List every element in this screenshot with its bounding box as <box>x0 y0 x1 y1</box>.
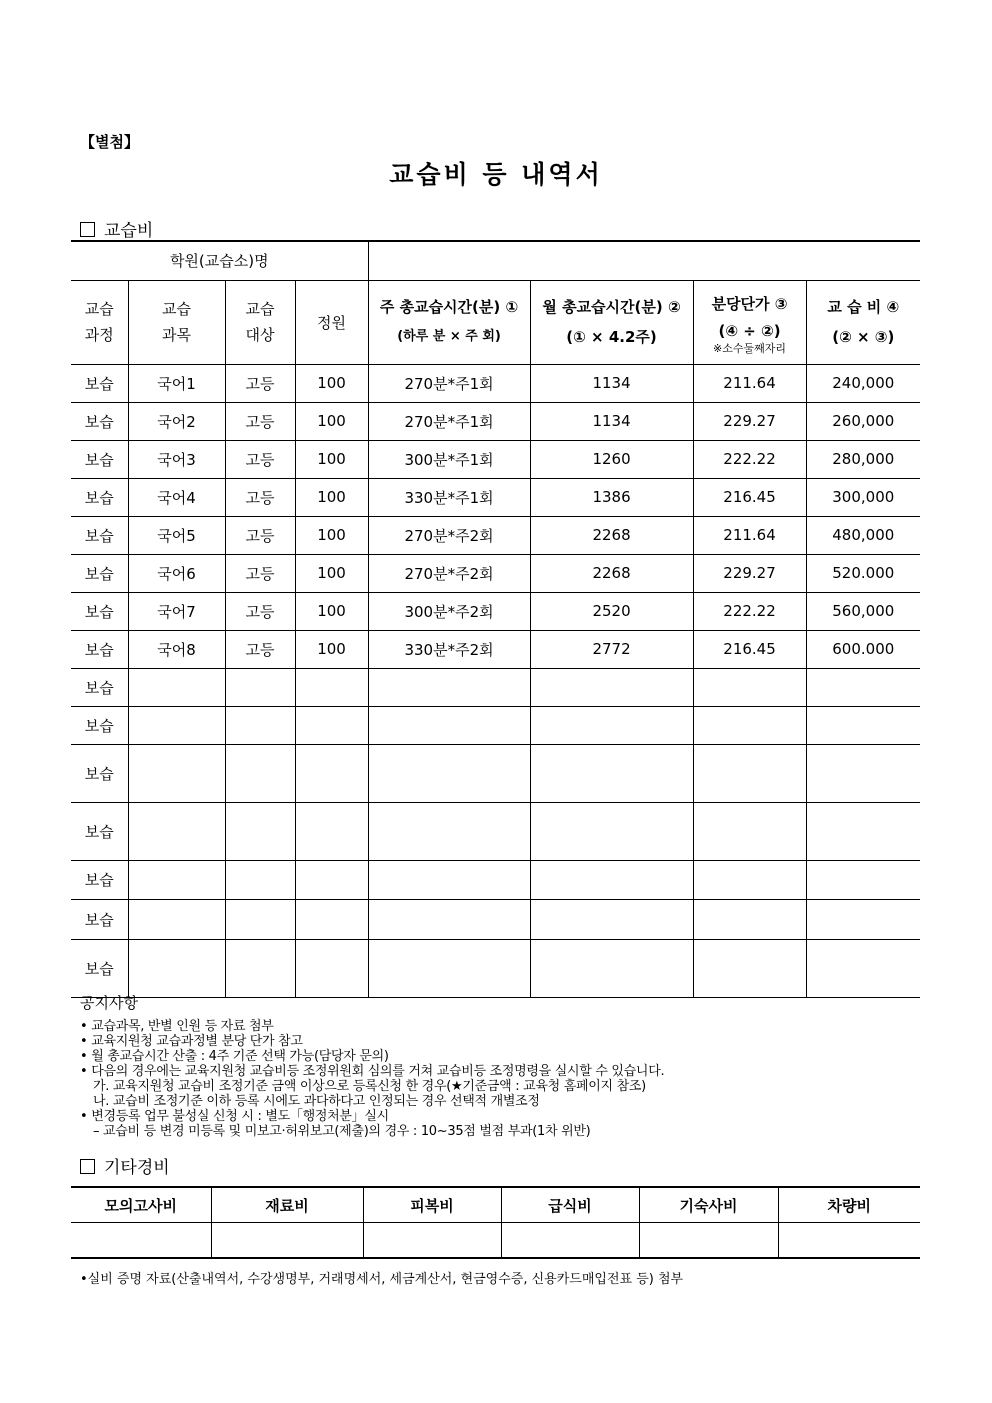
table-row <box>71 939 920 997</box>
cell-weekly[interactable]: 330분*주1회 <box>368 478 530 516</box>
cell-unit[interactable] <box>693 706 806 744</box>
other-value-cell[interactable] <box>211 1223 363 1259</box>
cell-fee[interactable]: 520.000 <box>806 554 920 592</box>
cell-capacity[interactable]: 100 <box>295 478 368 516</box>
cell-weekly[interactable]: 300분*주1회 <box>368 440 530 478</box>
section-other-heading <box>80 1153 170 1178</box>
cell-course[interactable]: 보습 <box>71 440 128 478</box>
cell-target[interactable]: 고등 <box>225 516 295 554</box>
cell-target[interactable] <box>225 706 295 744</box>
cell-subject[interactable] <box>128 802 225 860</box>
cell-capacity[interactable] <box>295 860 368 899</box>
cell-weekly[interactable] <box>368 744 530 802</box>
cell-monthly[interactable]: 1134 <box>530 402 693 440</box>
cell-fee[interactable] <box>806 744 920 802</box>
other-header-row <box>71 1187 920 1223</box>
table-row <box>71 860 920 899</box>
cell-fee[interactable]: 240,000 <box>806 364 920 402</box>
other-expenses-table <box>71 1186 920 1259</box>
cell-weekly[interactable]: 270분*주1회 <box>368 364 530 402</box>
other-header-materials: 재료비 <box>211 1187 363 1223</box>
cell-subject[interactable] <box>128 744 225 802</box>
other-header-clothing: 피복비 <box>363 1187 501 1223</box>
cell-subject[interactable]: 국어1 <box>128 364 225 402</box>
table-row <box>71 630 920 668</box>
cell-fee[interactable] <box>806 860 920 899</box>
other-value-cell[interactable] <box>501 1223 639 1259</box>
cell-unit[interactable]: 229.27 <box>693 554 806 592</box>
cell-monthly[interactable] <box>530 706 693 744</box>
other-value-row <box>71 1223 920 1259</box>
header-course: 교습 과정 <box>71 280 128 364</box>
cell-capacity[interactable] <box>295 744 368 802</box>
cell-weekly[interactable] <box>368 899 530 939</box>
cell-unit[interactable]: 216.45 <box>693 630 806 668</box>
other-value-cell[interactable] <box>71 1223 211 1259</box>
cell-monthly[interactable]: 2772 <box>530 630 693 668</box>
cell-weekly[interactable]: 270분*주1회 <box>368 402 530 440</box>
cell-target[interactable] <box>225 802 295 860</box>
cell-capacity[interactable]: 100 <box>295 440 368 478</box>
cell-course[interactable]: 보습 <box>71 478 128 516</box>
cell-monthly[interactable] <box>530 668 693 706</box>
square-bullet-icon <box>80 1159 95 1174</box>
cell-unit[interactable] <box>693 939 806 997</box>
cell-subject[interactable]: 국어3 <box>128 440 225 478</box>
section-fee-label: 교습비 <box>104 221 154 241</box>
fee-table <box>71 240 920 998</box>
notice-item: • 교습과목, 반별 인원 등 자료 첨부 <box>80 1019 274 1034</box>
header-unit-price: 분당단가 ③ (④ ÷ ②) ※소수둘째자리 <box>693 280 806 364</box>
cell-subject[interactable]: 국어7 <box>128 592 225 630</box>
footer-note: •실비 증명 자료(산출내역서, 수강생명부, 거래명세서, 세금계산서, 현금영수증, 신용카드매입전표 등) 첨부 <box>80 1272 684 1287</box>
cell-course[interactable]: 보습 <box>71 402 128 440</box>
cell-course[interactable]: 보습 <box>71 802 128 860</box>
other-header-vehicle: 차량비 <box>778 1187 920 1223</box>
cell-monthly[interactable] <box>530 860 693 899</box>
cell-weekly[interactable] <box>368 802 530 860</box>
academy-name-label: 학원(교습소)명 <box>71 241 368 280</box>
cell-unit[interactable]: 222.22 <box>693 592 806 630</box>
cell-weekly[interactable]: 300분*주2회 <box>368 592 530 630</box>
cell-capacity[interactable]: 100 <box>295 554 368 592</box>
cell-course[interactable]: 보습 <box>71 554 128 592</box>
cell-course[interactable]: 보습 <box>71 630 128 668</box>
cell-fee[interactable] <box>806 706 920 744</box>
cell-target[interactable]: 고등 <box>225 592 295 630</box>
header-monthly-time: 월 총교습시간(분) ② (① × 4.2주) <box>530 280 693 364</box>
cell-capacity[interactable]: 100 <box>295 402 368 440</box>
other-value-cell[interactable] <box>363 1223 501 1259</box>
cell-fee[interactable]: 260,000 <box>806 402 920 440</box>
cell-subject[interactable]: 국어8 <box>128 630 225 668</box>
cell-fee[interactable] <box>806 939 920 997</box>
notice-title: 공지사항 <box>80 994 138 1012</box>
cell-weekly[interactable] <box>368 668 530 706</box>
section-fee-heading <box>80 216 153 241</box>
cell-subject[interactable] <box>128 939 225 997</box>
cell-course[interactable]: 보습 <box>71 744 128 802</box>
cell-course[interactable]: 보습 <box>71 592 128 630</box>
table-row <box>71 706 920 744</box>
cell-target[interactable] <box>225 939 295 997</box>
cell-monthly[interactable]: 2520 <box>530 592 693 630</box>
cell-weekly[interactable] <box>368 860 530 899</box>
cell-capacity[interactable]: 100 <box>295 592 368 630</box>
cell-fee[interactable] <box>806 802 920 860</box>
cell-weekly[interactable]: 330분*주2회 <box>368 630 530 668</box>
table-row <box>71 364 920 402</box>
cell-monthly[interactable]: 2268 <box>530 554 693 592</box>
cell-course[interactable]: 보습 <box>71 899 128 939</box>
cell-capacity[interactable] <box>295 939 368 997</box>
cell-subject[interactable]: 국어4 <box>128 478 225 516</box>
other-value-cell[interactable] <box>778 1223 920 1259</box>
cell-fee[interactable]: 480,000 <box>806 516 920 554</box>
page-title: 교습비 등 내역서 <box>389 160 603 189</box>
table-row <box>71 899 920 939</box>
notice-list <box>80 1019 664 1139</box>
cell-monthly[interactable]: 1386 <box>530 478 693 516</box>
notice-subitem: 가. 교육지원청 교습비 조정기준 금액 이상으로 등록신청 한 경우(★기준금액 : 교육청 홈페이지 참조) <box>93 1079 646 1094</box>
cell-capacity[interactable] <box>295 899 368 939</box>
notice-item: • 월 총교습시간 산출 : 4주 기준 선택 가능(담당자 문의) <box>80 1049 389 1064</box>
cell-target[interactable]: 고등 <box>225 364 295 402</box>
cell-monthly[interactable] <box>530 939 693 997</box>
cell-weekly[interactable] <box>368 706 530 744</box>
cell-target[interactable]: 고등 <box>225 478 295 516</box>
table-row <box>71 402 920 440</box>
header-fee: 교 습 비 ④ (② × ③) <box>806 280 920 364</box>
cell-weekly[interactable] <box>368 939 530 997</box>
cell-subject[interactable]: 국어6 <box>128 554 225 592</box>
cell-fee[interactable] <box>806 899 920 939</box>
cell-weekly[interactable]: 270분*주2회 <box>368 516 530 554</box>
table-row <box>71 744 920 802</box>
notice-subitem: 나. 교습비 조정기준 이하 등록 시에도 과다하다고 인정되는 경우 선택적 개별조정 <box>93 1094 540 1109</box>
cell-unit[interactable]: 211.64 <box>693 516 806 554</box>
table-row <box>71 554 920 592</box>
notice-subitem: – 교습비 등 변경 미등록 및 미보고·허위보고(제출)의 경우 : 10~35점 벌점 부과(1차 위반) <box>93 1124 591 1139</box>
cell-course[interactable]: 보습 <box>71 939 128 997</box>
cell-weekly[interactable]: 270분*주2회 <box>368 554 530 592</box>
cell-capacity[interactable]: 100 <box>295 516 368 554</box>
cell-target[interactable] <box>225 744 295 802</box>
table-row <box>71 668 920 706</box>
table-row <box>71 802 920 860</box>
cell-course[interactable]: 보습 <box>71 516 128 554</box>
cell-subject[interactable] <box>128 860 225 899</box>
cell-fee[interactable]: 280,000 <box>806 440 920 478</box>
section-other-label: 기타경비 <box>104 1158 170 1178</box>
table-row <box>71 478 920 516</box>
cell-subject[interactable]: 국어5 <box>128 516 225 554</box>
header-target: 교습 대상 <box>225 280 295 364</box>
notice-item: • 교육지원청 교습과정별 분당 단가 참고 <box>80 1034 303 1049</box>
other-value-cell[interactable] <box>639 1223 778 1259</box>
header-capacity: 정원 <box>295 280 368 364</box>
cell-unit[interactable] <box>693 668 806 706</box>
cell-capacity[interactable] <box>295 668 368 706</box>
cell-capacity[interactable] <box>295 802 368 860</box>
cell-capacity[interactable] <box>295 706 368 744</box>
table-row <box>71 592 920 630</box>
cell-unit[interactable] <box>693 860 806 899</box>
cell-fee[interactable] <box>806 668 920 706</box>
other-header-dormitory: 기숙사비 <box>639 1187 778 1223</box>
cell-course[interactable]: 보습 <box>71 668 128 706</box>
cell-capacity[interactable]: 100 <box>295 630 368 668</box>
cell-course[interactable]: 보습 <box>71 706 128 744</box>
cell-monthly[interactable]: 1134 <box>530 364 693 402</box>
table-row <box>71 440 920 478</box>
cell-unit[interactable] <box>693 899 806 939</box>
attachment-label: 【별첨】 <box>80 133 139 151</box>
cell-unit[interactable]: 222.22 <box>693 440 806 478</box>
cell-course[interactable]: 보습 <box>71 364 128 402</box>
header-subject: 교습 과목 <box>128 280 225 364</box>
header-weekly-time: 주 총교습시간(분) ① (하루 분 × 주 회) <box>368 280 530 364</box>
cell-course[interactable]: 보습 <box>71 860 128 899</box>
cell-unit[interactable]: 229.27 <box>693 402 806 440</box>
cell-monthly[interactable] <box>530 899 693 939</box>
cell-target[interactable] <box>225 899 295 939</box>
table-row <box>71 516 920 554</box>
other-header-mock-exam: 모의고사비 <box>71 1187 211 1223</box>
cell-monthly[interactable] <box>530 802 693 860</box>
cell-subject[interactable]: 국어2 <box>128 402 225 440</box>
cell-subject[interactable] <box>128 899 225 939</box>
square-bullet-icon <box>80 222 95 237</box>
notice-item: • 다음의 경우에는 교육지원청 교습비등 조정위원회 심의를 거쳐 교습비등 조정명령을 실시할 수 있습니다. <box>80 1064 665 1079</box>
cell-monthly[interactable] <box>530 744 693 802</box>
academy-name-field[interactable] <box>368 241 920 280</box>
cell-subject[interactable] <box>128 668 225 706</box>
cell-unit[interactable]: 216.45 <box>693 478 806 516</box>
cell-fee[interactable]: 600.000 <box>806 630 920 668</box>
cell-fee[interactable]: 560,000 <box>806 592 920 630</box>
cell-target[interactable]: 고등 <box>225 630 295 668</box>
cell-target[interactable]: 고등 <box>225 402 295 440</box>
cell-unit[interactable] <box>693 744 806 802</box>
cell-subject[interactable] <box>128 706 225 744</box>
header-row <box>71 280 920 364</box>
cell-unit[interactable]: 211.64 <box>693 364 806 402</box>
cell-target[interactable]: 고등 <box>225 440 295 478</box>
cell-target[interactable] <box>225 860 295 899</box>
other-header-meals: 급식비 <box>501 1187 639 1223</box>
cell-unit[interactable] <box>693 802 806 860</box>
notice-item: • 변경등록 업무 불성실 신청 시 : 별도「행정처분」실시 <box>80 1109 389 1124</box>
cell-monthly[interactable]: 1260 <box>530 440 693 478</box>
cell-capacity[interactable]: 100 <box>295 364 368 402</box>
cell-target[interactable] <box>225 668 295 706</box>
cell-fee[interactable]: 300,000 <box>806 478 920 516</box>
cell-monthly[interactable]: 2268 <box>530 516 693 554</box>
cell-target[interactable]: 고등 <box>225 554 295 592</box>
